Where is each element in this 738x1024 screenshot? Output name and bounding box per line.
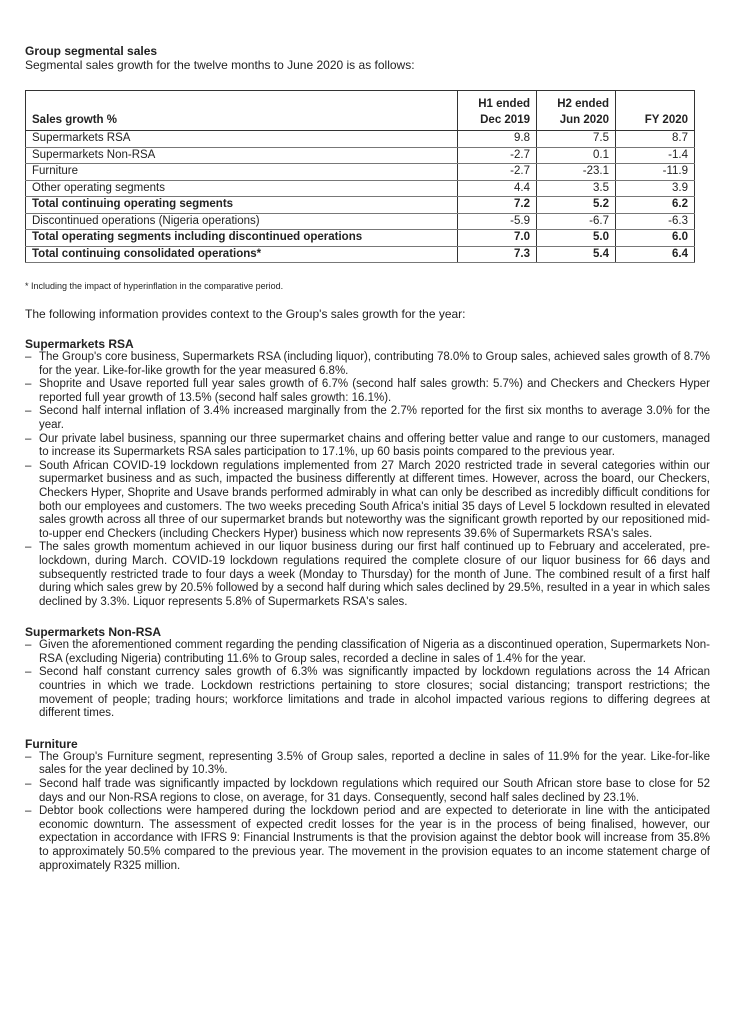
- intro-text: The following information provides context to the Group's sales growth for the year:: [25, 307, 466, 321]
- dash-bullet-icon: –: [25, 639, 32, 652]
- row-label: Discontinued operations (Nigeria operations): [26, 213, 458, 230]
- row-label: Supermarkets Non-RSA: [26, 147, 458, 164]
- list-item: [25, 541, 710, 609]
- row-label: Furniture: [26, 164, 458, 181]
- bullet-text: Shoprite and Usave reported full year sales growth of 6.7% (second half sales growth: 5.7%) and Checkers and Checkers Hyper reported full year growth of 13.5% (second half sales growth: 16.1%).: [39, 378, 710, 404]
- list-item: [25, 639, 710, 666]
- row-h2: 3.5: [537, 180, 616, 197]
- header-label: Sales growth %: [26, 91, 458, 131]
- row-h2: 7.5: [537, 131, 616, 148]
- section: [25, 625, 710, 721]
- dash-bullet-icon: –: [25, 405, 32, 418]
- table-row: [26, 131, 695, 148]
- row-fy: 3.9: [616, 180, 695, 197]
- header-fy-line2: FY 2020: [644, 113, 688, 126]
- dash-bullet-icon: –: [25, 778, 32, 791]
- table-body: [26, 131, 695, 263]
- row-h2: 5.2: [537, 197, 616, 214]
- bullet-text: The sales growth momentum achieved in our liquor business during our first half continued up to February and accelerated, pre-lockdown, during March. COVID-19 lockdown regulations required the complete closure of our liquor business for 66 days and subsequently restricted trade to four days a week (Monday to Thursday) for the month of June. The combined result of a first half during which sales grew by 20.5% followed by a second half during which sales declined by 29.5%, resulted in a year in which sales declined by 3.3%. Liquor represents 5.8% of Supermarkets RSA's sales.: [39, 541, 710, 608]
- header-h2-line2: Jun 2020: [559, 113, 609, 126]
- section-title: Supermarkets RSA: [25, 337, 134, 351]
- row-h1: 4.4: [458, 180, 537, 197]
- dash-bullet-icon: –: [25, 750, 32, 763]
- bullet-text: Debtor book collections were hampered during the lockdown period and are expected to deteriorate in line with the anticipated economic downturn. The assessment of expected credit losses for the year is in the process of being finalised, however, our expectation in accordance with IFRS 9: Financial Instruments is that the provision against the debtor book will increase from 35.8% to approximately 50.5% compared to the previous year. The movement in the provision equates to an income statement charge of approximately R325 million.: [39, 805, 710, 872]
- list-item: [25, 751, 710, 778]
- table-row: [26, 164, 695, 181]
- row-label: Other operating segments: [26, 180, 458, 197]
- row-h2: 5.0: [537, 230, 616, 247]
- list-item: [25, 666, 710, 720]
- row-h1: -2.7: [458, 147, 537, 164]
- sales-growth-table: [25, 90, 695, 263]
- row-label: Supermarkets RSA: [26, 131, 458, 148]
- row-h1: 7.3: [458, 246, 537, 263]
- bullet-text: Given the aforementioned comment regarding the pending classification of Nigeria as a discontinued operation, Supermarkets Non-RSA (excluding Nigeria) contributing 11.6% to Group sales, recorded a decline in sales of 1.4% for the year.: [39, 639, 710, 665]
- table-row: [26, 197, 695, 214]
- dash-bullet-icon: –: [25, 378, 32, 391]
- list-item: [25, 351, 710, 378]
- table-row: [26, 180, 695, 197]
- bullet-text: The Group's Furniture segment, representing 3.5% of Group sales, reported a decline in sales of 11.9% for the year. Like-for-like sales for the year declined by 10.3%.: [39, 750, 710, 777]
- row-fy: 8.7: [616, 131, 695, 148]
- row-h2: 0.1: [537, 147, 616, 164]
- row-h2: 5.4: [537, 246, 616, 263]
- page-subtitle: Segmental sales growth for the twelve months to June 2020 is as follows:: [25, 58, 415, 72]
- table-row: [26, 147, 695, 164]
- row-fy: -6.3: [616, 213, 695, 230]
- section-title: Supermarkets Non-RSA: [25, 625, 162, 640]
- table-header-row: [26, 91, 695, 131]
- bullet-text: South African COVID-19 lockdown regulations implemented from 27 March 2020 restricted trade in several categories within our supermarket business and as such, impacted the business differently at different times. However, across the board, our Checkers, Checkers Hyper, Shoprite and Usave brands performed admirably in what can only be described as incredibly difficult conditions for both our employees and customers. The two weeks preceding South Africa's initial 35 days of Level 5 lockdown resulted in elevated sales growth across all three of our supermarket brands but noteworthy was the significant growth reported by our repositioned mid-to-upper end Checkers (including Checkers Hyper) business which now represents 39.6% of Supermarkets RSA's sales.: [39, 459, 710, 540]
- table-row: [26, 213, 695, 230]
- header-fy: [616, 91, 695, 131]
- bullet-list: [25, 751, 710, 873]
- row-fy: -1.4: [616, 147, 695, 164]
- row-fy: -11.9: [616, 164, 695, 181]
- dash-bullet-icon: –: [25, 805, 32, 818]
- dash-bullet-icon: –: [25, 459, 32, 472]
- table-row: [26, 230, 695, 247]
- dash-bullet-icon: –: [25, 666, 32, 679]
- row-h2: -23.1: [537, 164, 616, 181]
- list-item: [25, 778, 710, 805]
- section-title: Furniture: [25, 736, 78, 751]
- list-item: [25, 460, 710, 542]
- row-label: Total continuing operating segments: [26, 197, 458, 214]
- row-h1: 9.8: [458, 131, 537, 148]
- row-h1: -5.9: [458, 213, 537, 230]
- header-h1-line2: Dec 2019: [480, 113, 530, 126]
- list-item: [25, 405, 710, 432]
- list-item: [25, 805, 710, 873]
- table-footnote: * Including the impact of hyperinflation in the comparative period.: [25, 281, 284, 291]
- bullet-list: [25, 639, 710, 721]
- bullet-text: The Group's core business, Supermarkets RSA (including liquor), contributing 78.0% to Group sales, achieved sales growth of 8.7% for the year. Like-for-like growth for the year measured 6.8%.: [39, 351, 710, 377]
- list-item: [25, 378, 710, 405]
- row-label: Total continuing consolidated operations*: [26, 246, 458, 263]
- header-h2-line1: H2 ended: [557, 98, 609, 110]
- header-h1: [458, 91, 537, 131]
- dash-bullet-icon: –: [25, 432, 32, 445]
- bullet-text: Our private label business, spanning our three supermarket chains and offering better value and range to our customers, managed to increase its Supermarkets RSA sales participation to 17.1%, up 60 basis points compared to the previous year.: [39, 432, 710, 459]
- row-fy: 6.4: [616, 246, 695, 263]
- row-fy: 6.2: [616, 197, 695, 214]
- sections-container: [25, 337, 710, 873]
- bullet-list: [25, 351, 710, 609]
- page-heading: Group segmental sales: [25, 44, 158, 58]
- section: [25, 737, 710, 873]
- header-h2: [537, 91, 616, 131]
- list-item: [25, 433, 710, 460]
- row-label: Total operating segments including discontinued operations: [26, 230, 458, 247]
- section: [25, 337, 710, 609]
- row-h1: -2.7: [458, 164, 537, 181]
- bullet-text: Second half trade was significantly impacted by lockdown regulations which required our South African store base to close for 52 days and our Non-RSA regions to close, on average, for 31 days. Consequently, second half sales declined by 23.1%.: [39, 778, 710, 804]
- bullet-text: Second half constant currency sales growth of 6.3% was significantly impacted by lockdown regulations across the 14 African countries in which we trade. Lockdown restrictions pertaining to store closures; social distancing; transport restrictions; the movement of people; trading hours; workforce limitations and trade in alcohol impacted various regions to differing degrees at different times.: [39, 666, 710, 720]
- row-h2: -6.7: [537, 213, 616, 230]
- dash-bullet-icon: –: [25, 541, 32, 554]
- header-h1-line1: H1 ended: [478, 98, 530, 110]
- row-fy: 6.0: [616, 230, 695, 247]
- bullet-text: Second half internal inflation of 3.4% increased marginally from the 2.7% reported for the first six months to average 3.0% for the year.: [39, 405, 710, 431]
- row-h1: 7.2: [458, 197, 537, 214]
- row-h1: 7.0: [458, 230, 537, 247]
- dash-bullet-icon: –: [25, 351, 32, 363]
- table-row: [26, 246, 695, 263]
